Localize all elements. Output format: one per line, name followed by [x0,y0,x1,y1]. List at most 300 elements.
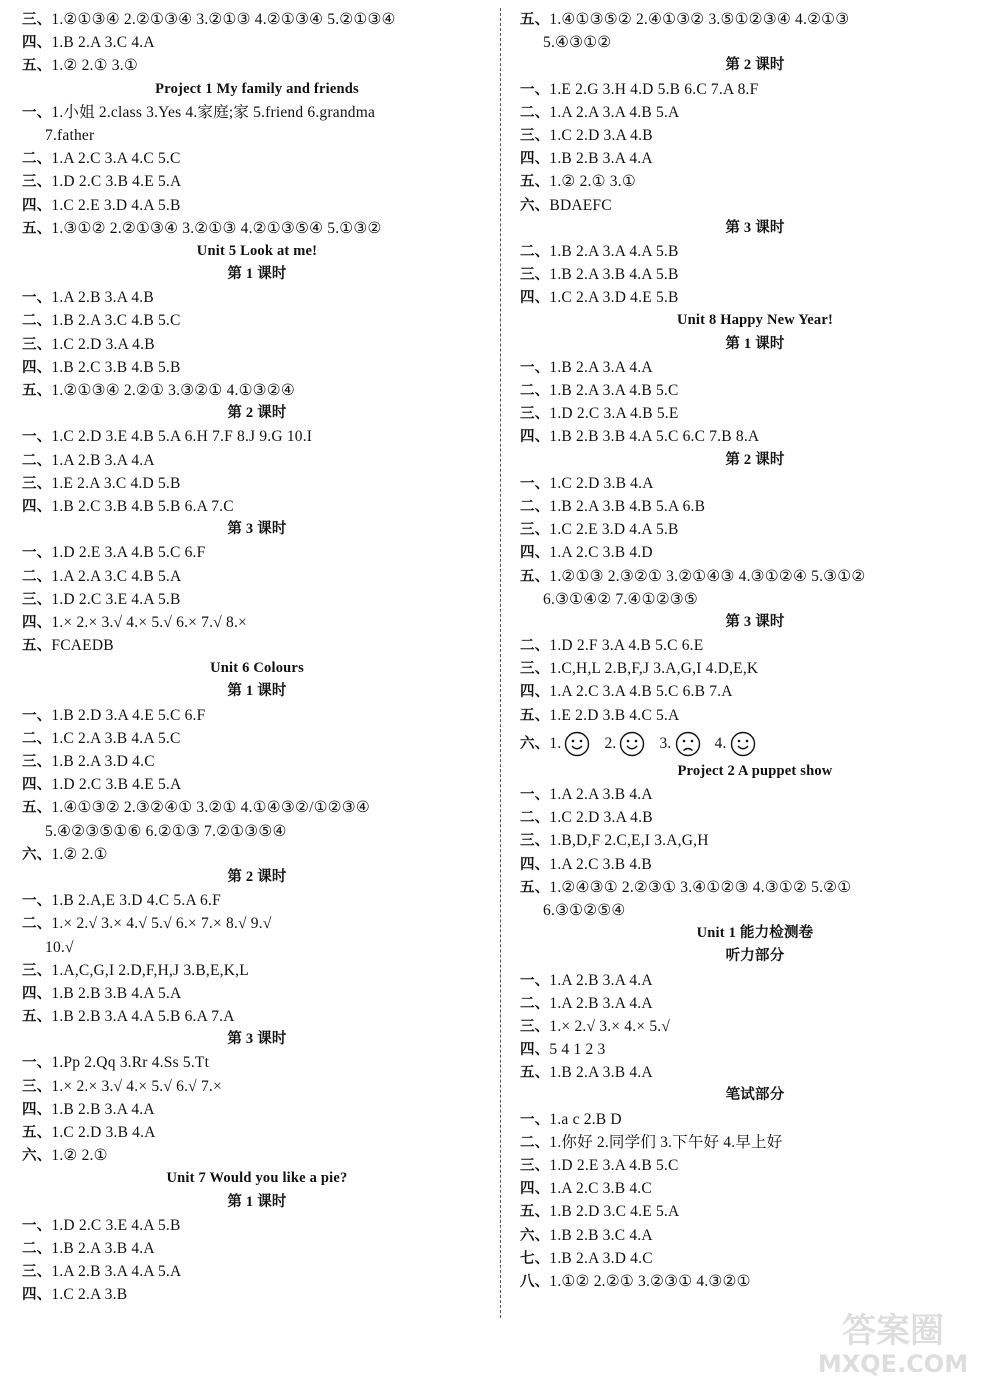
answer-text: 1.B 2.A 3.B 4.B 5.A 6.B [549,497,706,515]
answer-row [22,1075,492,1098]
answer-text: 1.B 2.B 3.B 4.A 5.C 6.C 7.B 8.A [549,428,760,446]
question-label: 四、 [22,197,52,214]
question-label: 二、 [520,810,550,827]
question-label: 四、 [520,429,550,446]
answer-row [22,286,492,309]
answer-text: 1.A 2.C 3.A 4.C 5.C [51,150,181,168]
answer-row [22,982,492,1005]
answer-text: 1.D 2.C 3.E 4.A 5.B [51,1216,181,1234]
answer-row [22,1144,492,1167]
answer-row [22,472,492,495]
answer-text: 1.你好 2.同学们 3.下午好 4.早上好 [549,1133,783,1151]
answer-text: 1.D 2.C 3.A 4.B 5.E [549,405,679,423]
question-label: 一、 [22,1217,52,1234]
question-label: 四、 [520,151,550,168]
answer-row [22,611,492,634]
answer-row [22,194,492,217]
answer-row [22,449,492,472]
section-heading: Unit 6 Colours [210,660,304,677]
question-label: 五、 [22,1125,52,1141]
answer-text: 1.C 2.D 3.A 4.B [549,809,653,827]
answer-text: 1.② 2.① 3.① [51,57,138,75]
question-label: 四、 [22,1101,52,1118]
question-label: 五、 [22,220,52,237]
answer-text: 1.C 2.E 3.D 4.A 5.B [51,196,181,214]
question-label: 五、 [22,800,52,817]
section-heading: Unit 5 Look at me! [196,242,318,259]
section-heading: Project 2 A puppet show [677,762,833,779]
answer-row [22,1237,492,1260]
answer-text: 1.A 2.B 3.A 4.B [51,289,154,307]
answer-row [520,565,990,588]
answer-text: 1.B 2.B 3.A 4.A [549,150,653,168]
question-label: 四、 [520,1042,550,1059]
answer-text: 1.C,H,L 2.B,F,J 3.A,G,I 4.D,E,K [549,660,759,678]
section-heading: 第 2 课时 [227,868,287,885]
answer-column-right [520,8,990,1293]
answer-text: 1.C 2.A 3.B [51,1286,128,1304]
section-heading: Unit 8 Happy New Year! [676,312,834,329]
section-heading: 第 2 课时 [725,57,785,74]
question-label: 四、 [22,498,52,515]
face-answer-number: 2. [604,734,617,752]
answer-text: 1.× 2.√ 3.× 4.√ 5.√ 6.× 7.× 8.√ 9.√ [51,915,272,933]
answer-row [520,8,990,31]
answer-row [520,518,990,541]
question-label: 二、 [22,313,52,330]
question-label: 四、 [22,1287,52,1304]
question-label: 三、 [520,661,550,678]
question-label: 三、 [520,127,550,144]
question-label: 二、 [520,1134,550,1151]
section-heading: 第 2 课时 [227,405,287,422]
answer-text: 1.D 2.C 3.E 4.A 5.B [51,590,181,608]
question-label: 二、 [22,916,52,933]
question-label: 一、 [520,359,550,376]
question-label: 五、 [520,707,550,724]
question-label: 三、 [22,962,52,979]
face-answer [549,727,590,760]
answer-text: 1.B 2.B 3.B 4.A 5.A [51,984,182,1002]
answer-row [22,704,492,727]
answer-row [22,727,492,750]
answer-text: 1.D 2.C 3.B 4.E 5.A [51,173,182,191]
answer-text: 5 4 1 2 3 [549,1041,606,1059]
answer-text: 1.D 2.C 3.B 4.E 5.A [51,776,182,794]
question-label: 六、 [22,846,52,863]
answer-row [22,54,492,77]
question-label: 三、 [22,754,52,770]
answer-row [520,541,990,564]
watermark-logo [798,1300,988,1380]
section-heading: 第 3 课时 [725,613,785,630]
answer-row-continuation [22,936,492,959]
section-heading: 第 1 课时 [725,335,785,352]
answer-row [22,588,492,611]
answer-text: 1.A 2.A 3.A 4.B 5.A [549,103,680,121]
face-answer-number: 3. [659,734,672,752]
answer-text: 1.a c 2.B D [549,1110,622,1128]
question-label: 二、 [22,730,52,747]
section-heading: Unit 1 能力检测卷 [696,925,814,942]
question-label: 五、 [22,383,52,399]
answer-row [22,1214,492,1237]
answer-text: 1.小姐 2.class 3.Yes 4.家庭;家 5.friend 6.grandma [51,103,376,121]
answer-text: 1.B 2.C 3.B 4.B 5.B 6.A 7.C [51,497,234,515]
question-label: 四、 [520,290,550,307]
answer-text: 1.A 2.B 3.A 4.A [51,451,155,469]
answer-row [22,170,492,193]
question-label: 五、 [520,12,550,28]
answer-row [22,1098,492,1121]
answer-row [520,286,990,309]
question-label: 一、 [22,104,52,121]
section-heading: 听力部分 [725,948,785,965]
answer-text: 1.× 2.√ 3.× 4.× 5.√ [549,1017,671,1035]
answer-text: 1.C 2.A 3.D 4.E 5.B [549,289,679,307]
question-label: 三、 [22,475,52,492]
answer-text: 1.B 2.A 3.A 4.A [549,358,653,376]
answer-row [22,8,492,31]
answer-text: 1.C 2.D 3.B 4.A [51,1124,156,1141]
question-label: 六、 [520,735,550,752]
question-label: 一、 [22,707,52,724]
section-heading: 第 2 课时 [725,451,785,468]
section-heading: 第 1 课时 [227,683,287,700]
answer-text: 1.D 2.E 3.A 4.B 5.C [549,1157,679,1174]
question-label: 四、 [22,359,52,376]
answer-row [22,31,492,54]
answer-row [22,147,492,170]
answer-row [520,402,990,425]
section-heading: 第 1 课时 [227,1193,287,1210]
question-label: 三、 [520,1158,550,1174]
section-heading: 第 3 课时 [725,219,785,236]
section-heading: 第 3 课时 [227,521,287,538]
question-label: 四、 [22,614,52,631]
answer-row [520,657,990,680]
question-label: 二、 [22,1240,52,1257]
answer-row [22,796,492,819]
answer-text: 1.B 2.D 3.A 4.E 5.C 6.F [51,706,206,724]
answer-text: 7.father [45,126,95,144]
question-label: 三、 [22,12,52,28]
face-answer [659,727,700,760]
answer-text: 1.B 2.A 3.B 4.A [51,1239,155,1257]
question-label: 一、 [520,475,550,492]
answer-row [22,843,492,866]
answer-row [520,1038,990,1061]
answer-text: 1.B 2.A,E 3.D 4.C 5.A 6.F [51,892,221,910]
question-label: 三、 [22,591,52,608]
section-heading: Unit 7 Would you like a pie? [166,1170,348,1187]
answer-text: 1.B 2.C 3.B 4.B 5.B [51,358,181,376]
question-label: 三、 [520,267,550,284]
answer-text: 1.C 2.D 3.B 4.A [549,474,654,492]
answer-text: 6.③①④② 7.④①②③⑤ [543,590,698,608]
answer-row [520,170,990,193]
section-heading: 第 3 课时 [227,1031,287,1048]
question-label: 六、 [22,1148,52,1165]
answer-row [520,634,990,657]
answer-row [520,1154,990,1177]
question-label: 三、 [22,336,52,353]
answer-text: 1.A 2.C 3.A 4.B 5.C 6.B 7.A [549,683,733,701]
question-label: 一、 [22,1055,52,1072]
answer-row-continuation [22,820,492,843]
answer-text: 1.B 2.B 3.A 4.A 5.B 6.A 7.A [51,1008,235,1026]
answer-row [520,78,990,101]
answer-row [22,217,492,240]
answer-row [520,495,990,518]
answer-row [520,356,990,379]
column-divider [500,8,501,1318]
answer-row [22,101,492,124]
answer-text: 1.B 2.B 3.C 4.A [549,1226,653,1244]
question-label: 二、 [520,498,550,515]
section-heading: 第 1 课时 [227,266,287,283]
answer-row [520,1224,990,1247]
answer-text: 1.C 2.D 3.A 4.B [549,126,653,144]
answer-column-left [22,8,492,1307]
answer-text: 5.④②③⑤①⑥ 6.②①③ 7.②①③⑤④ [45,822,287,840]
answer-row [520,783,990,806]
question-label: 一、 [22,893,52,910]
answer-row [22,634,492,657]
watermark-url: MXQE.COM [817,1350,969,1378]
answer-row-continuation [22,124,492,147]
answer-text: 1.A 2.A 3.B 4.A [549,786,653,803]
face-answer [715,727,756,760]
answer-text: 1.② 2.① [51,1147,108,1165]
answer-text: 1.D 2.F 3.A 4.B 5.C 6.E [549,637,704,655]
question-label: 二、 [520,383,550,399]
question-label: 三、 [22,174,52,191]
answer-text: 1.B 2.A 3.A 4.B 5.C [549,382,679,399]
question-label: 二、 [22,151,52,168]
face-answer-number: 4. [714,734,727,752]
answer-row [520,101,990,124]
answer-text: 1.②①③④ 2.②① 3.③②① 4.①③②④ [51,382,295,399]
answer-row [22,1283,492,1306]
answer-text: 1.A 2.C 3.B 4.C [549,1180,652,1198]
answer-row [520,806,990,829]
answer-text: 1.B 2.A 3.B 4.A 5.B [549,266,679,284]
answer-text: 1.④①③② 2.③②④① 3.②① 4.①④③②/①②③④ [51,799,370,817]
answer-row-continuation [520,31,990,54]
answer-text: 1.× 2.× 3.√ 4.× 5.√ 6.× 7.√ 8.× [51,613,247,631]
question-label: 六、 [520,197,550,214]
question-label: 四、 [22,985,52,1002]
question-label: 五、 [22,58,52,75]
question-label: 一、 [22,429,52,446]
question-label: 二、 [22,568,52,585]
answer-text: 1.E 2.A 3.C 4.D 5.B [51,474,181,492]
answer-text: 1.A 2.B 3.A 4.A [549,994,653,1012]
answer-row [520,1061,990,1084]
answer-text: 1.B 2.D 3.C 4.E 5.A [549,1203,680,1221]
question-label: 五、 [22,1009,52,1026]
answer-text: 6.③①②⑤④ [543,901,626,919]
answer-row [520,853,990,876]
answer-text: 1.B 2.A 3.B 4.A [549,1064,653,1082]
answer-row [22,356,492,379]
answer-row [520,704,990,727]
answer-row-faces [520,727,990,760]
question-label: 一、 [520,787,550,803]
answer-text: 1.C 2.A 3.B 4.A 5.C [51,729,181,747]
watermark-text: 答案圈 [842,1311,944,1351]
answer-row [22,912,492,935]
answer-text: FCAEDB [51,637,114,655]
smiley-face-icon [561,727,590,760]
answer-row [520,876,990,899]
question-label: 三、 [520,1018,550,1035]
answer-text: 1.A 2.C 3.B 4.B [549,855,652,873]
question-label: 二、 [520,104,550,121]
answer-text: 1.C 2.E 3.D 4.A 5.B [549,521,679,539]
smiley-face-icon [616,727,645,760]
answer-text: 1.B 2.A 3.C 4.A [51,34,155,52]
question-label: 二、 [520,243,550,260]
question-label: 二、 [22,452,52,469]
face-answer-number: 1. [549,734,562,752]
question-label: 一、 [22,290,52,307]
answer-text: 5.④③①② [543,34,612,52]
section-heading: Project 1 My family and friends [155,80,359,97]
answer-row [520,147,990,170]
answer-text: 1.B 2.A 3.D 4.C [51,753,155,770]
question-label: 六、 [520,1227,550,1244]
answer-row [22,1260,492,1283]
answer-row [520,1247,990,1270]
answer-row [520,472,990,495]
question-label: 一、 [520,972,550,989]
question-label: 一、 [520,81,550,98]
answer-row [520,263,990,286]
answer-text: 1.①② 2.②① 3.②③① 4.③②① [549,1272,751,1290]
answer-text: 1.③①② 2.②①③④ 3.②①③ 4.②①③⑤④ 5.①③② [51,219,382,237]
answer-row [520,1108,990,1131]
smiley-face-icon [727,727,756,760]
answer-row [22,333,492,356]
section-heading: 笔试部分 [725,1087,785,1104]
answer-row [520,992,990,1015]
answer-row [520,1270,990,1293]
answer-row [22,959,492,982]
answer-row [520,1177,990,1200]
answer-row [520,829,990,852]
answer-row [520,240,990,263]
answer-text: 1.C 2.D 3.A 4.B [51,335,155,353]
question-label: 八、 [520,1273,550,1290]
answer-row [22,889,492,912]
answer-row [520,425,990,448]
face-answer [604,727,645,760]
question-label: 四、 [520,1181,550,1198]
question-label: 三、 [520,833,550,850]
sad-face-icon [672,727,701,760]
answer-row [520,969,990,992]
answer-row [22,379,492,402]
answer-text: 1.B 2.A 3.D 4.C [549,1249,653,1267]
answer-text: 1.A 2.B 3.A 4.A 5.A [51,1263,182,1281]
answer-row [22,541,492,564]
question-label: 五、 [22,638,52,655]
question-label: 三、 [22,1078,52,1095]
answer-row [520,194,990,217]
question-label: 五、 [520,174,550,191]
answer-text: 1.A 2.A 3.C 4.B 5.A [51,567,182,585]
answer-text: 1.④①③⑤② 2.④①③② 3.⑤①②③④ 4.②①③ [549,11,850,28]
answer-row [22,1005,492,1028]
question-label: 三、 [22,1264,52,1281]
question-label: 五、 [520,568,550,585]
answer-row [22,565,492,588]
answer-row [520,1200,990,1223]
question-label: 四、 [22,35,52,52]
answer-row [22,495,492,518]
answer-text: 1.B 2.A 3.A 4.A 5.B [549,242,679,260]
question-label: 四、 [22,777,52,794]
answer-text: 1.②④③① 2.②③① 3.④①②③ 4.③①② 5.②① [549,878,852,896]
question-label: 五、 [520,879,550,896]
question-label: 三、 [520,406,550,423]
answer-text: BDAEFC [549,196,612,214]
question-label: 五、 [520,1065,550,1082]
answer-row [22,1121,492,1144]
question-label: 一、 [520,1111,550,1128]
answer-text: 1.D 2.E 3.A 4.B 5.C 6.F [51,544,206,562]
answer-text: 1.E 2.D 3.B 4.C 5.A [549,706,680,724]
answer-text: 1.② 2.① [51,845,108,863]
answer-row [520,124,990,147]
question-label: 二、 [520,995,550,1012]
answer-text: 1.C 2.D 3.E 4.B 5.A 6.H 7.F 8.J 9.G 10.I [51,428,313,446]
answer-text: 1.B 2.B 3.A 4.A [51,1100,155,1118]
answer-row [22,773,492,796]
answer-text: 1.②①③④ 2.②①③④ 3.②①③ 4.②①③④ 5.②①③④ [51,11,396,28]
answer-text: 1.② 2.① 3.① [549,173,636,191]
answer-row [22,750,492,773]
answer-text: 1.Pp 2.Qq 3.Rr 4.Ss 5.Tt [51,1054,210,1072]
answer-text: 1.A,C,G,I 2.D,F,H,J 3.B,E,K,L [51,961,249,979]
answer-row [22,425,492,448]
answer-row [520,379,990,402]
question-label: 七、 [520,1250,550,1267]
answer-row [520,1131,990,1154]
answer-text: 10.√ [45,938,74,956]
answer-text: 1.A 2.C 3.B 4.D [549,544,653,562]
answer-text: 1.B 2.A 3.C 4.B 5.C [51,312,181,330]
answer-row [22,1051,492,1074]
question-label: 四、 [520,856,550,873]
question-label: 一、 [22,545,52,562]
answer-text: 1.E 2.G 3.H 4.D 5.B 6.C 7.A 8.F [549,80,759,98]
question-label: 二、 [520,638,550,655]
answer-row [520,1015,990,1038]
answer-row-continuation [520,899,990,922]
question-label: 四、 [520,684,550,701]
question-label: 五、 [520,1204,550,1221]
question-label: 三、 [520,522,550,539]
answer-text: 1.A 2.B 3.A 4.A [549,971,653,989]
answer-row [520,680,990,703]
answer-text: 1.B,D,F 2.C,E,I 3.A,G,H [549,832,709,850]
answer-row [22,309,492,332]
question-label: 四、 [520,545,550,562]
answer-row-continuation [520,588,990,611]
